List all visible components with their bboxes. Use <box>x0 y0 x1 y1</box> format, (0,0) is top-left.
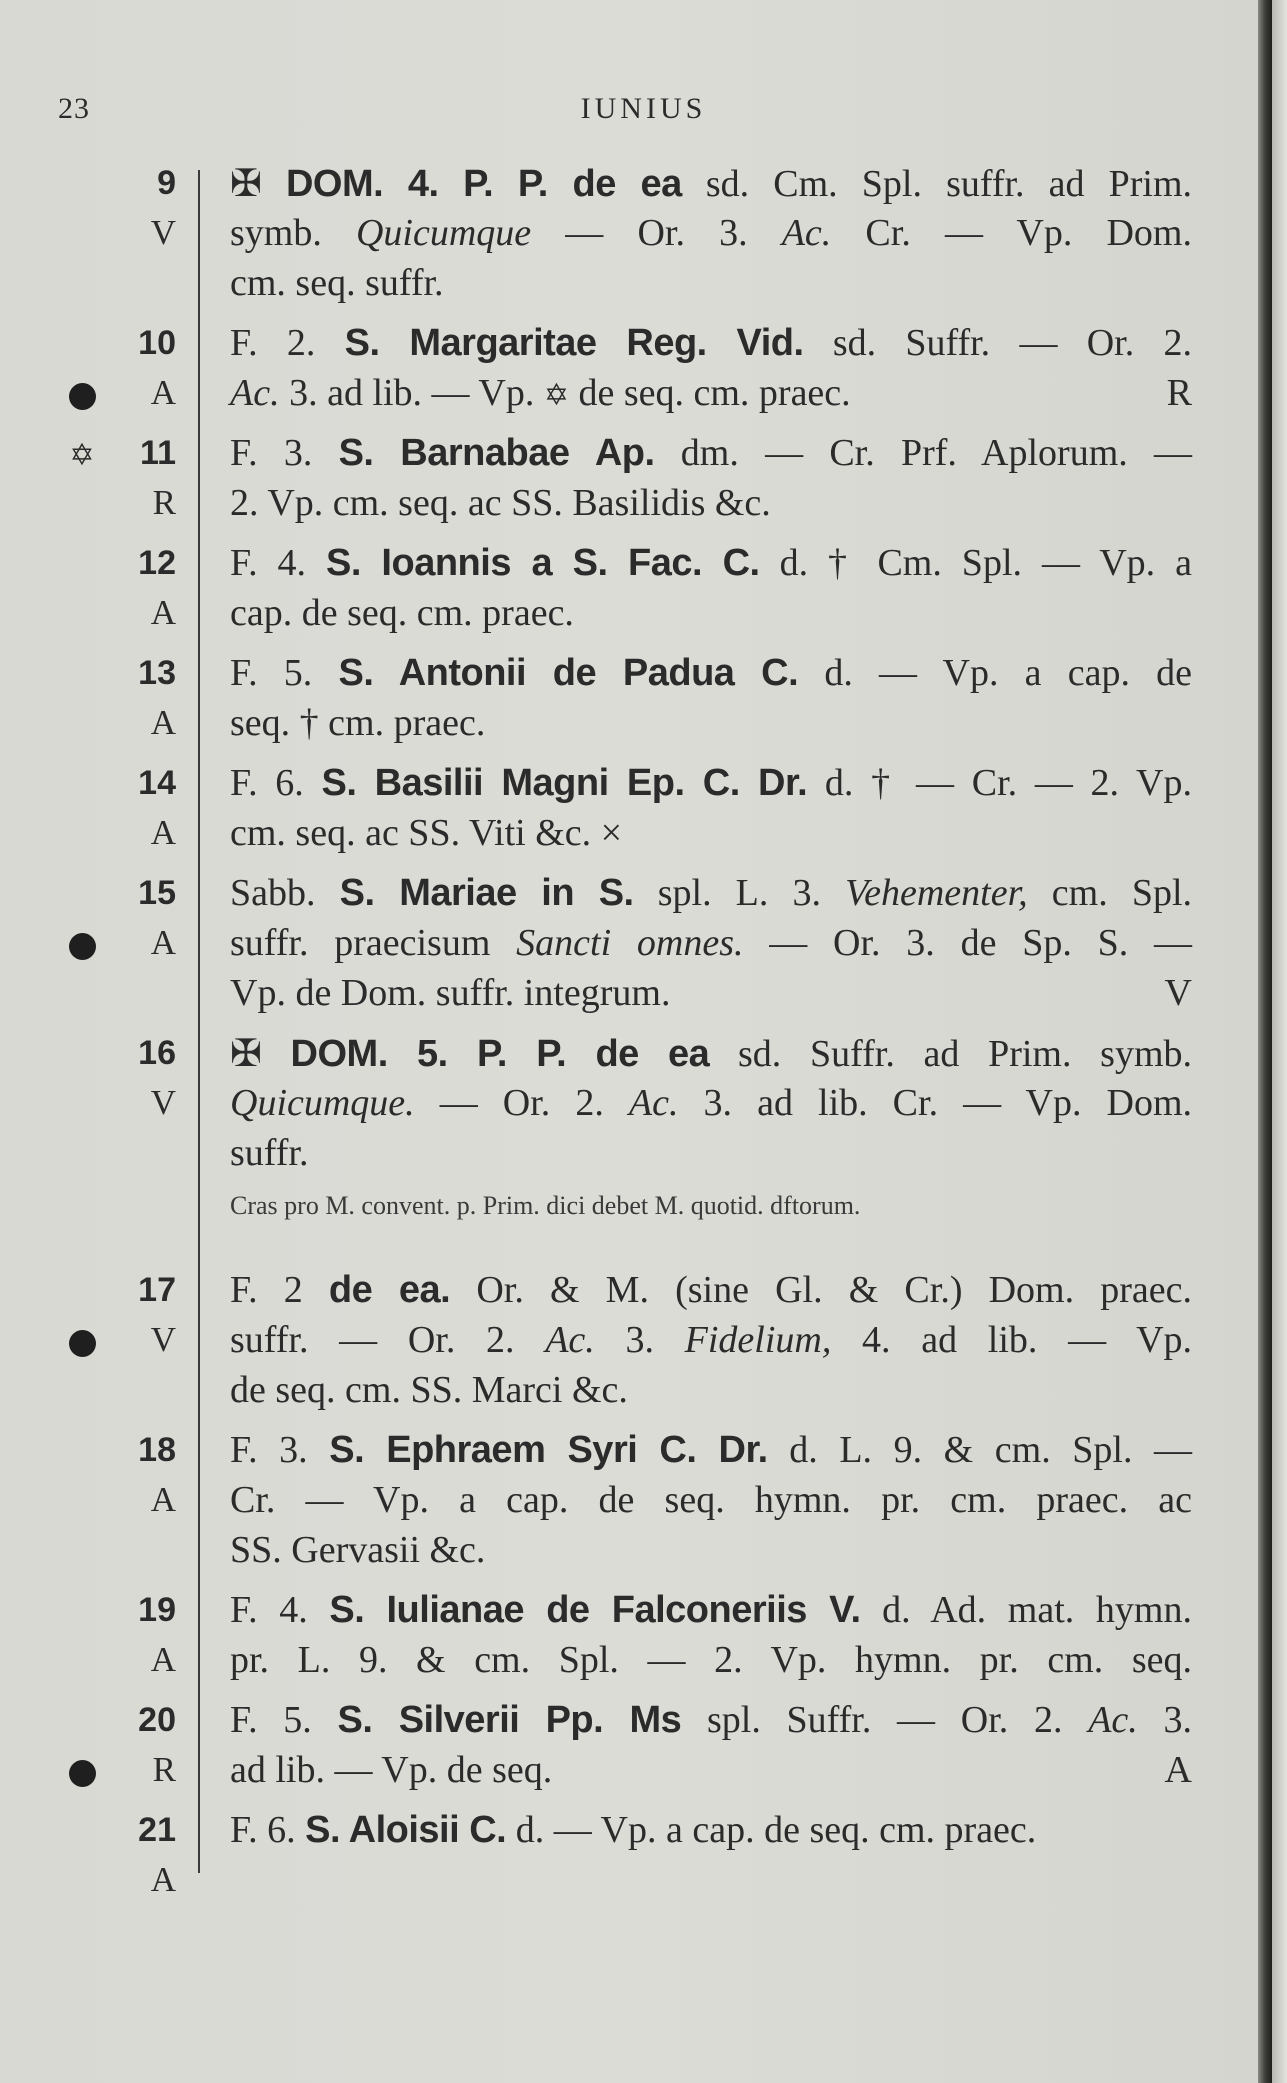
day-number: 15 <box>138 874 176 912</box>
star-icon: ✡ <box>543 378 569 413</box>
cross-icon: ✠ <box>230 1031 262 1075</box>
entry-line: Sabb. S. Mariae in S. spl. L. 3. Vehementer, cm. Spl. <box>230 872 1193 914</box>
entry-text <box>230 1425 1192 1575</box>
moon-phase <box>62 1315 102 1365</box>
entry-text <box>230 428 1192 528</box>
entry-line: pr. L. 9. & cm. Spl. — 2. Vp. hymn. pr. cm. seq. <box>230 1639 1192 1681</box>
entry-line: F. 5. S. Antonii de Padua C. d. — Vp. a cap. de <box>230 652 1192 694</box>
column-rule <box>198 170 200 1873</box>
day-number: 17 <box>138 1271 176 1309</box>
liturgical-color: A <box>150 923 176 962</box>
entry-line: cm. seq. ac SS. Viti &c. × <box>230 812 623 854</box>
entry-line: cap. de seq. cm. praec. <box>230 592 574 634</box>
moon-phase <box>62 918 102 968</box>
liturgical-color: R <box>152 1750 176 1789</box>
star-icon: ✡ <box>69 438 95 473</box>
day-number: 12 <box>138 544 176 582</box>
full-moon-icon <box>69 1330 96 1357</box>
entry-line: Quicumque. — Or. 2. Ac. 3. ad lib. Cr. — Vp. Dom. <box>230 1082 1193 1124</box>
liturgical-color: A <box>150 813 176 852</box>
book-spine-edge <box>1258 0 1272 2083</box>
liturgical-color: A <box>150 1860 176 1899</box>
entry-text <box>230 538 1192 638</box>
entry-line: suffr. praecisum Sancti omnes. — Or. 3. de Sp. S. — <box>230 922 1192 964</box>
liturgical-color: V <box>150 1320 176 1359</box>
entry-line: symb. Quicumque — Or. 3. Ac. Cr. — Vp. Dom. <box>230 212 1192 254</box>
moon-phase <box>62 428 102 481</box>
full-moon-icon <box>69 933 96 960</box>
entry-line: de seq. cm. SS. Marci &c. <box>230 1369 628 1411</box>
day-number: 11 <box>140 434 176 472</box>
moon-phase <box>62 1745 102 1795</box>
entry-line: F. 4. S. Ioannis a S. Fac. C. d. † Cm. Spl. — Vp. a <box>230 542 1193 584</box>
entry-line: F. 6. S. Basilii Magni Ep. C. Dr. d. † — Cr. — 2. Vp. <box>230 762 1192 804</box>
entry-line: Ac. 3. ad lib. — Vp. ✡ de seq. cm. praec. R <box>230 372 1192 414</box>
full-moon-icon <box>69 383 96 410</box>
liturgical-color: R <box>152 483 176 522</box>
day-number: 21 <box>138 1811 176 1849</box>
entry-text <box>230 758 1192 858</box>
day-number: 13 <box>138 654 176 692</box>
entry-line: F. 6. S. Aloisii C. d. — Vp. a cap. de seq. cm. praec. <box>230 1809 1037 1851</box>
entry-text <box>230 1265 1192 1415</box>
entry-text <box>230 1028 1192 1178</box>
page-number: 23 <box>58 92 90 125</box>
rubric-note: Cras pro M. convent. p. Prim. dici debet M. quotid. dftorum. <box>230 1191 861 1220</box>
full-moon-icon <box>69 1760 96 1787</box>
entry-line: SS. Gervasii &c. <box>230 1529 486 1571</box>
day-number: 16 <box>138 1034 176 1072</box>
entry-text <box>230 1585 1192 1685</box>
entry-line: F. 2. S. Margaritae Reg. Vid. sd. Suffr. — Or. 2. <box>230 322 1192 364</box>
entry-line: F. 2 de ea. Or. & M. (sine Gl. & Cr.) Dom. praec. <box>230 1269 1192 1311</box>
liturgical-color: V <box>150 213 176 252</box>
entry-line: suffr. — Or. 2. Ac. 3. Fidelium, 4. ad lib. — Vp. <box>230 1319 1193 1361</box>
entry-line: Vp. de Dom. suffr. integrum. V <box>230 972 1192 1014</box>
page-title: IUNIUS <box>580 92 707 125</box>
day-number: 20 <box>138 1701 176 1739</box>
day-number: 10 <box>138 324 176 362</box>
liturgical-color: A <box>150 703 176 742</box>
liturgical-color: A <box>150 593 176 632</box>
entry-text <box>230 648 1192 748</box>
entry-line: seq. † cm. praec. <box>230 702 486 744</box>
entry-text <box>230 868 1192 1018</box>
entry-line: ✠ DOM. 4. P. P. de ea sd. Cm. Spl. suffr. ad Prim. <box>230 161 1193 205</box>
entry-line: ad lib. — Vp. de seq. A <box>230 1749 1192 1791</box>
book-page-edge <box>1272 0 1287 2083</box>
cross-icon: ✠ <box>230 161 262 205</box>
entry-line: cm. seq. suffr. <box>230 262 444 304</box>
day-number: 19 <box>138 1591 176 1629</box>
moon-phase <box>62 368 102 418</box>
liturgical-color: A <box>150 1480 176 1519</box>
entry-line: F. 5. S. Silverii Pp. Ms spl. Suffr. — Or. 2. Ac. 3. <box>230 1699 1192 1741</box>
entry-line: F. 3. S. Barnabae Ap. dm. — Cr. Prf. Aplorum. — <box>230 432 1192 474</box>
day-number: 14 <box>138 764 176 802</box>
entry-text <box>230 158 1192 308</box>
liturgical-color: A <box>150 1640 176 1679</box>
entry-line: suffr. <box>230 1132 309 1174</box>
entry-line: 2. Vp. cm. seq. ac SS. Basilidis &c. <box>230 482 771 524</box>
entry-line: Cr. — Vp. a cap. de seq. hymn. pr. cm. praec. ac <box>230 1479 1192 1521</box>
liturgical-color: A <box>150 373 176 412</box>
entry-text <box>230 1805 1192 1855</box>
entry-line: F. 4. S. Iulianae de Falconeriis V. d. Ad. mat. hymn. <box>230 1589 1192 1631</box>
entry-text <box>230 318 1192 418</box>
entry-line: F. 3. S. Ephraem Syri C. Dr. d. L. 9. & cm. Spl. — <box>230 1429 1193 1471</box>
day-number: 9 <box>157 164 176 202</box>
entry-line: ✠ DOM. 5. P. P. de ea sd. Suffr. ad Prim. symb. <box>230 1031 1193 1075</box>
entry-text <box>230 1695 1192 1795</box>
liturgical-color: V <box>150 1083 176 1122</box>
day-number: 18 <box>138 1431 176 1469</box>
